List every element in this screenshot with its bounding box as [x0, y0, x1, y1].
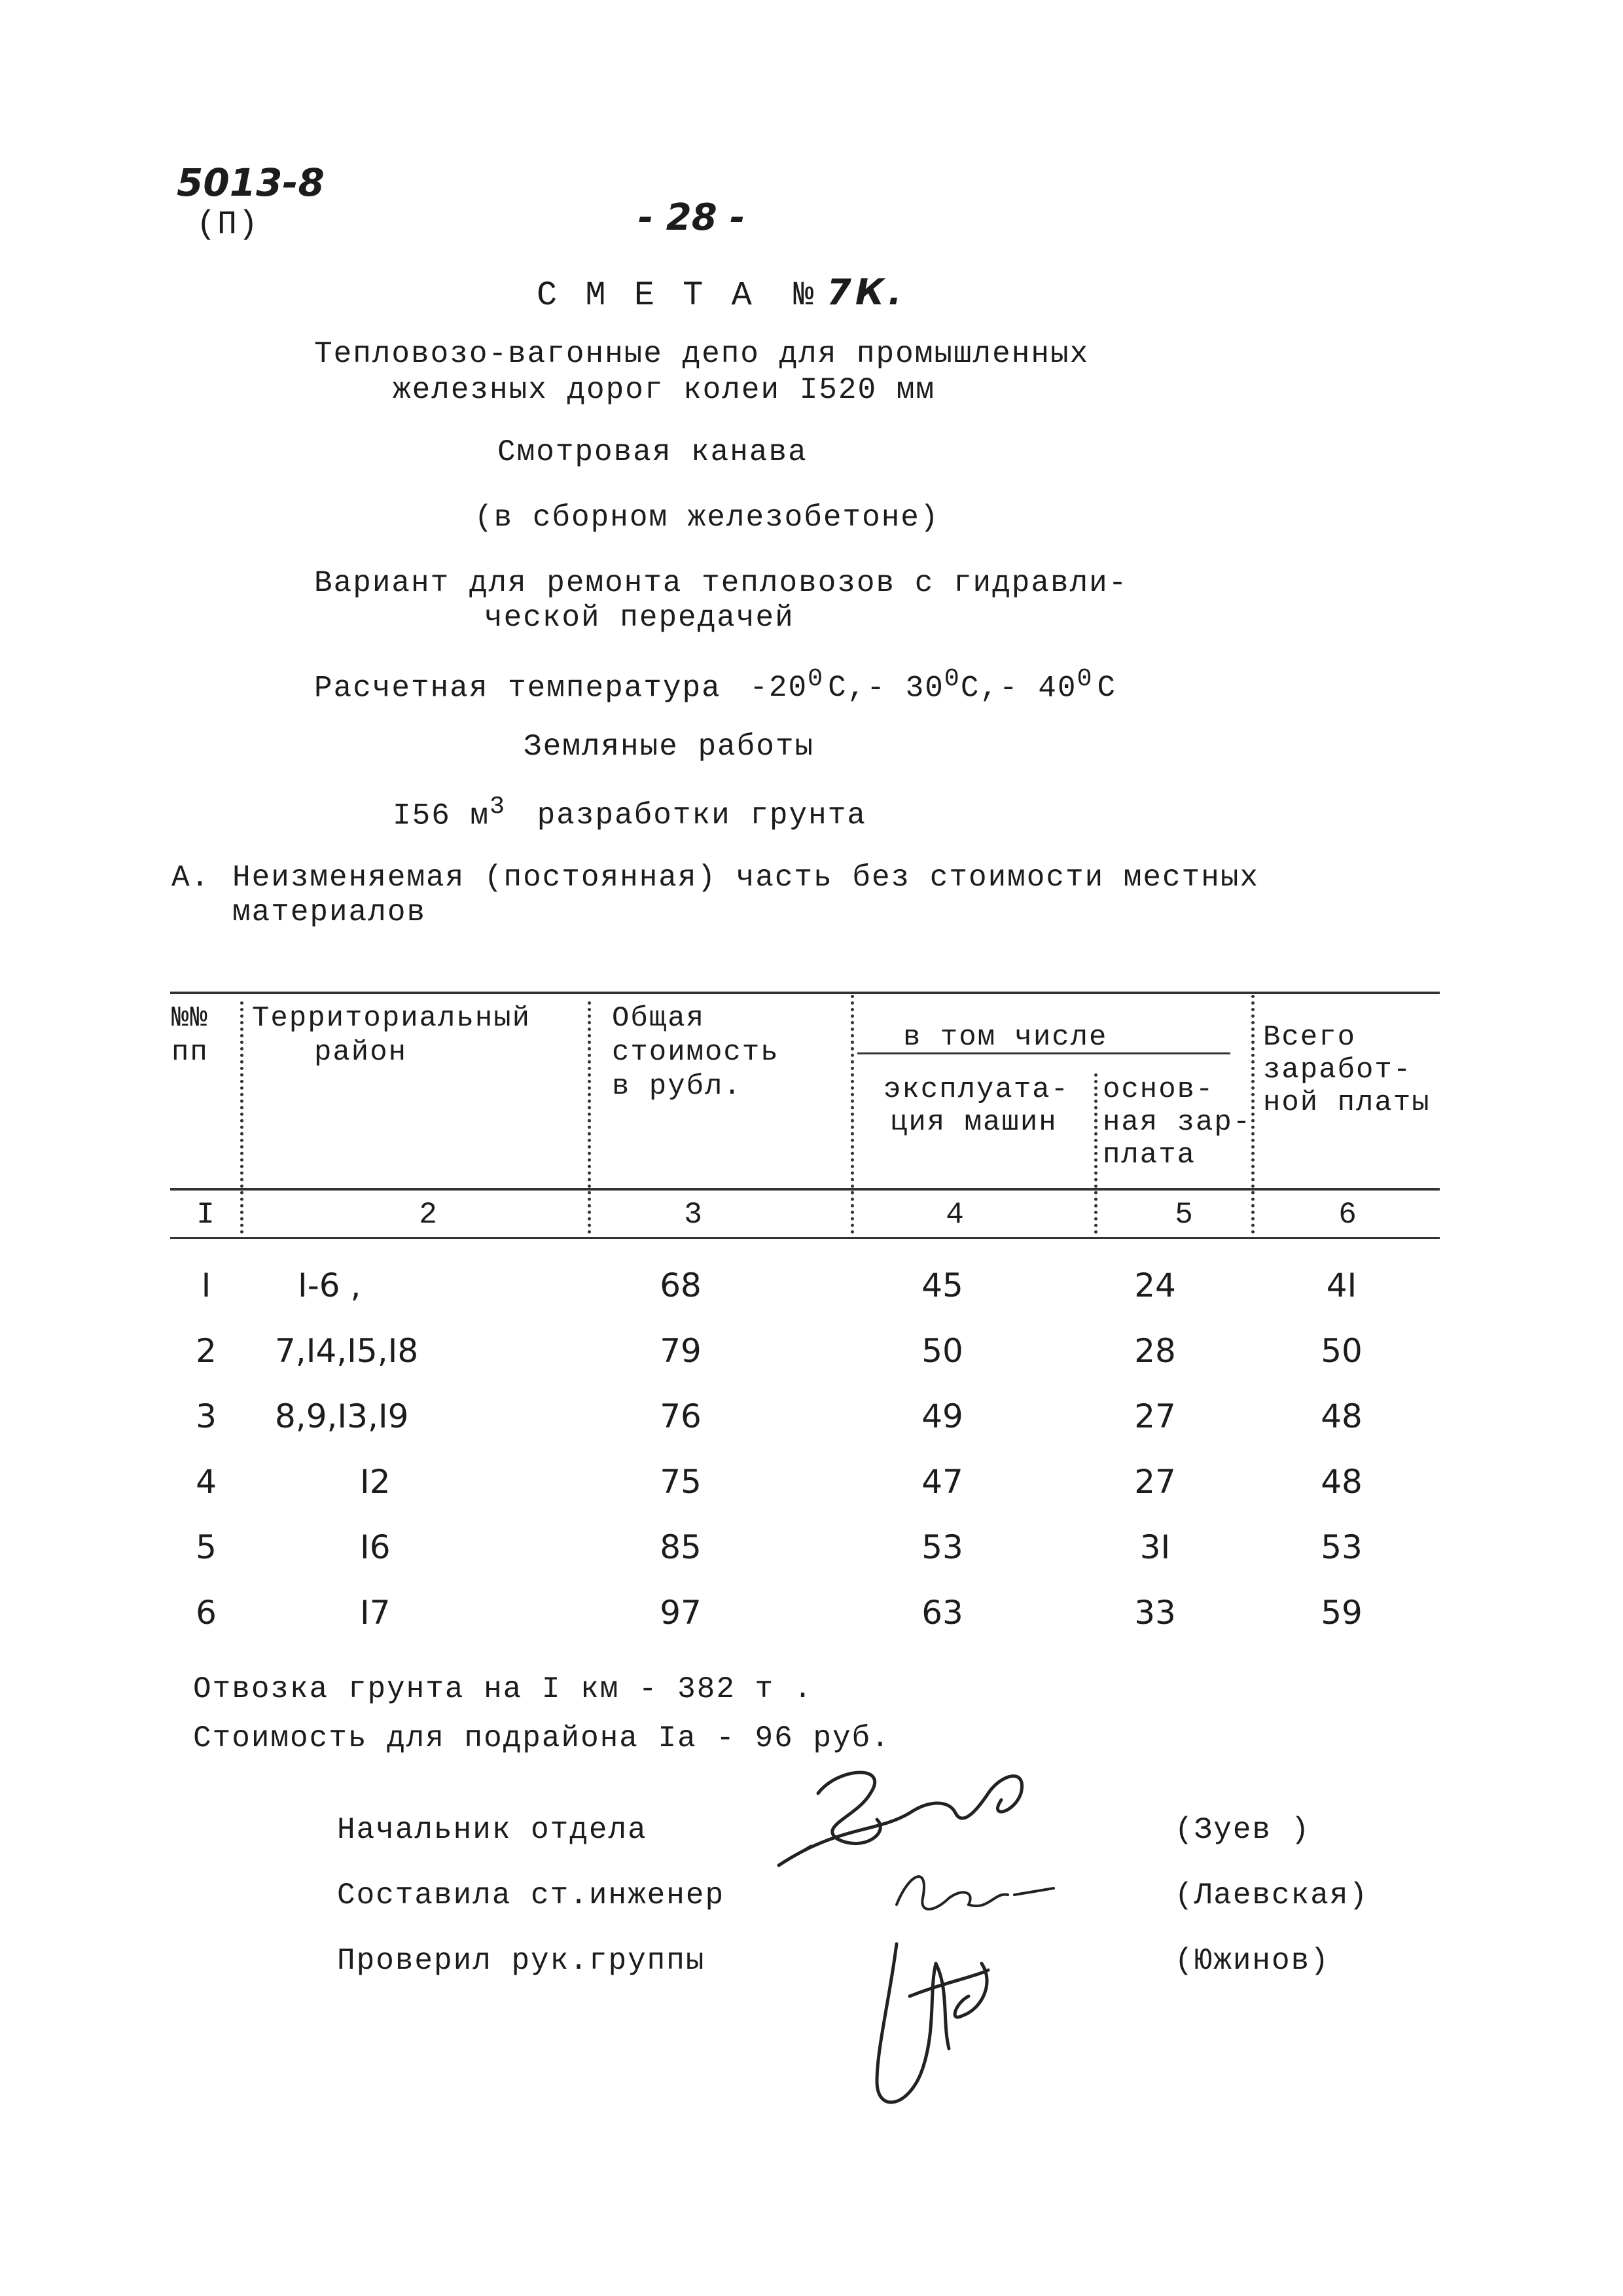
- construction-type: (в сборном железобетоне): [474, 501, 940, 535]
- header-bottom-rule: [170, 1188, 1440, 1191]
- row-wage: 28: [1134, 1332, 1176, 1370]
- signature-role: Начальник отдела: [337, 1813, 647, 1847]
- row-machines: 53: [921, 1528, 963, 1566]
- header-total-cost: [612, 1001, 779, 1103]
- row-total-wage: 48: [1321, 1463, 1363, 1501]
- row-machines: 47: [921, 1463, 963, 1501]
- degree-sup: 0: [808, 664, 825, 693]
- row-machines: 45: [921, 1266, 963, 1304]
- row-region: 8,9,I3,I9: [275, 1397, 409, 1435]
- column-separator: [1094, 1073, 1097, 1234]
- header-base-wage: [1103, 1073, 1251, 1172]
- row-region: 7,I4,I5,I8: [275, 1332, 419, 1370]
- degree-sup: 0: [1077, 664, 1094, 693]
- row-total: 97: [660, 1594, 702, 1632]
- document-code: 5013-8: [177, 160, 325, 205]
- column-number: 2: [419, 1198, 438, 1232]
- volume-line: [393, 792, 866, 833]
- row-total: 75: [660, 1463, 702, 1501]
- degree-sup: 0: [944, 664, 961, 693]
- row-total-wage: 4I: [1326, 1266, 1357, 1304]
- row-total-wage: 53: [1321, 1528, 1363, 1566]
- row-number: 2: [196, 1332, 217, 1370]
- signature-scribble-3: [851, 1918, 1021, 2127]
- temperature-sep: ,: [847, 671, 867, 706]
- volume-rest: разработки грунта: [537, 798, 866, 833]
- header-region: [252, 1001, 531, 1069]
- row-region: I-6 ,: [298, 1266, 361, 1304]
- row-region: I7: [360, 1594, 391, 1632]
- title-number: 7К.: [827, 272, 906, 313]
- row-region: I6: [360, 1528, 391, 1566]
- note-subregion-cost: Стоимость для подрайона Iа - 96 руб.: [193, 1721, 891, 1755]
- header-group-label: в том числе: [903, 1021, 1108, 1054]
- document-title: [537, 272, 906, 315]
- column-number: 6: [1338, 1198, 1358, 1232]
- temperature-label: Расчетная температура: [314, 671, 721, 706]
- header-text: ция машин: [890, 1106, 1058, 1139]
- header-text: пп: [171, 1036, 209, 1069]
- temperature-unit: С: [828, 671, 847, 706]
- temperature-unit: С: [1097, 671, 1117, 706]
- column-number: I: [196, 1198, 216, 1232]
- section-letter: А.: [171, 861, 211, 895]
- row-total: 68: [660, 1266, 702, 1304]
- row-total: 79: [660, 1332, 702, 1370]
- header-row-number: [171, 1001, 209, 1069]
- row-total: 76: [660, 1397, 702, 1435]
- row-wage: 3I: [1139, 1528, 1171, 1566]
- row-total-wage: 59: [1321, 1594, 1363, 1632]
- row-number: 3: [196, 1397, 217, 1435]
- object-name: Смотровая канава: [497, 435, 808, 469]
- column-number: 4: [946, 1198, 965, 1232]
- signature-name: (Лаевская): [1175, 1878, 1369, 1912]
- row-total-wage: 48: [1321, 1397, 1363, 1435]
- title-number-prefix: №: [793, 276, 818, 315]
- subject-line-1: Тепловозо-вагонные депо для промышленных: [314, 337, 1090, 371]
- column-separator: [851, 995, 854, 1234]
- row-wage: 24: [1134, 1266, 1176, 1304]
- volume-label: (П): [196, 206, 260, 243]
- header-text: эксплуата-: [883, 1073, 1070, 1106]
- temperature-sep: ,: [980, 671, 1000, 706]
- subject-line-2: железных дорог колеи I520 мм: [393, 373, 935, 407]
- header-text: в рубл.: [612, 1070, 742, 1103]
- row-wage: 27: [1134, 1463, 1176, 1501]
- row-wage: 33: [1134, 1594, 1176, 1632]
- header-text: стоимость: [612, 1036, 779, 1069]
- temperature-3: - 40: [999, 671, 1077, 706]
- column-number: 5: [1175, 1198, 1194, 1232]
- row-total: 85: [660, 1528, 702, 1566]
- volume-number: I56 м: [393, 798, 490, 833]
- signature-name: (Южинов): [1175, 1944, 1330, 1978]
- row-machines: 63: [921, 1594, 963, 1632]
- header-text: Всего: [1263, 1021, 1357, 1054]
- row-number: 5: [196, 1528, 217, 1566]
- header-text: Территориальный: [252, 1002, 531, 1035]
- row-machines: 50: [921, 1332, 963, 1370]
- signature-name: (Зуев ): [1175, 1813, 1311, 1847]
- header-machines: [883, 1073, 1069, 1139]
- signature-role: Проверил рук.группы: [337, 1944, 705, 1978]
- signature-role: Составила ст.инженер: [337, 1878, 725, 1912]
- header-text: плата: [1103, 1139, 1196, 1172]
- section-line-2: материалов: [232, 895, 427, 929]
- temperature-line: [314, 664, 1116, 705]
- row-machines: 49: [921, 1397, 963, 1435]
- variant-line-1: Вариант для ремонта тепловозов с гидравли-: [314, 566, 1128, 600]
- volume-sup: 3: [490, 792, 507, 821]
- row-region: I2: [360, 1463, 391, 1501]
- row-number: 6: [196, 1594, 217, 1632]
- column-separator: [588, 1001, 591, 1234]
- header-text: №№: [171, 1002, 209, 1035]
- header-text: ная зар-: [1103, 1106, 1252, 1139]
- works-type: Земляные работы: [524, 730, 815, 764]
- column-numbers-rule: [170, 1237, 1440, 1239]
- row-number: I: [201, 1266, 211, 1304]
- header-text: Общая: [612, 1002, 705, 1035]
- temperature-1: -20: [749, 671, 808, 706]
- row-total-wage: 50: [1321, 1332, 1363, 1370]
- title-word: С М Е Т А: [537, 276, 756, 315]
- column-number: 3: [684, 1198, 704, 1232]
- row-wage: 27: [1134, 1397, 1176, 1435]
- section-line-1: Неизменяемая (постоянная) часть без стоимости местных: [232, 861, 1260, 895]
- header-total-wage: [1263, 1021, 1431, 1119]
- row-number: 4: [196, 1463, 217, 1501]
- temperature-unit: С: [960, 671, 980, 706]
- header-text: ной платы: [1263, 1086, 1431, 1119]
- temperature-2: - 30: [866, 671, 944, 706]
- header-text: основ-: [1103, 1073, 1215, 1106]
- header-text: заработ-: [1263, 1054, 1412, 1086]
- page-number: - 28 -: [638, 196, 745, 239]
- variant-line-2: ческой передачей: [484, 601, 794, 635]
- table-top-rule: [170, 992, 1440, 994]
- header-text: район: [314, 1036, 408, 1069]
- note-soil-removal: Отвозка грунта на I км - 382 т .: [193, 1672, 813, 1706]
